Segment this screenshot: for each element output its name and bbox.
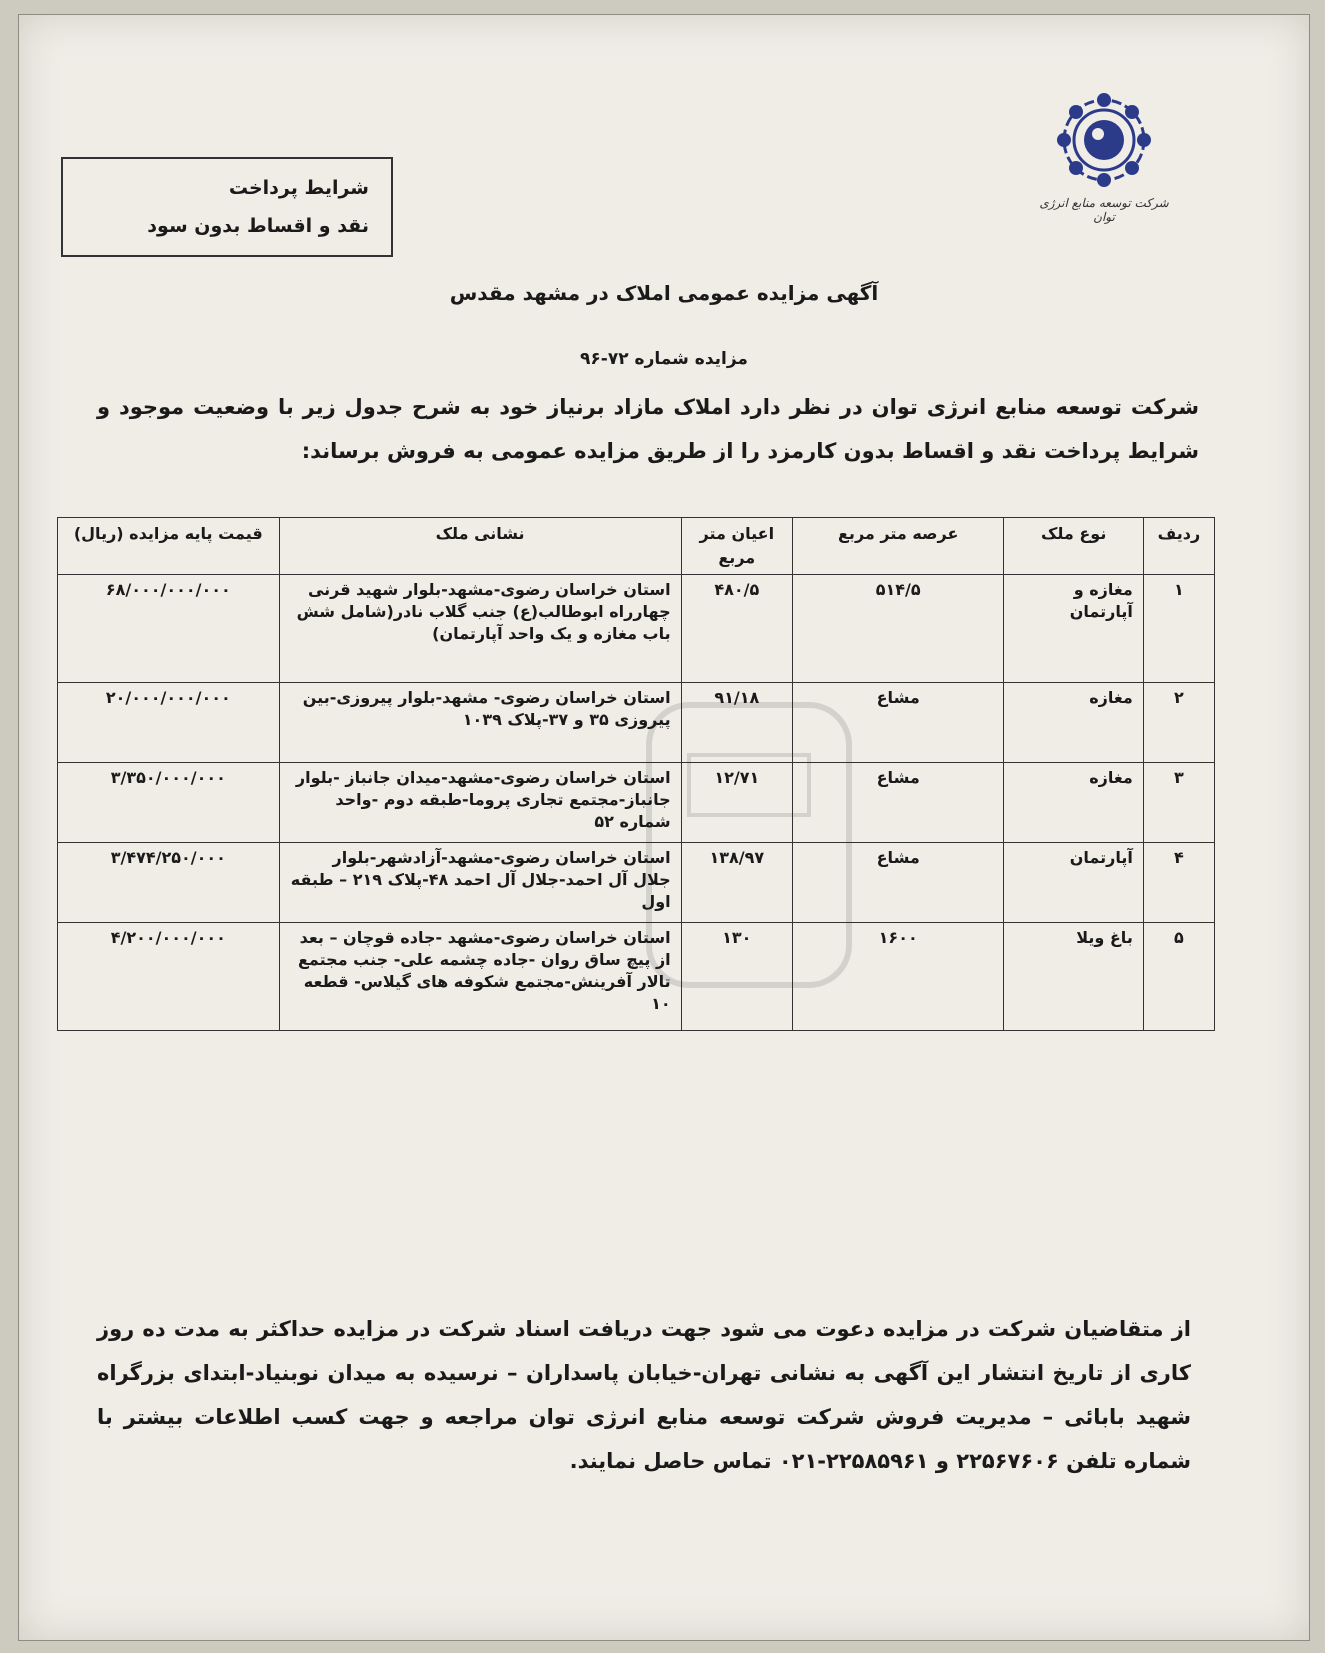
table-row <box>58 683 1215 763</box>
cell-price: ۶۸/۰۰۰/۰۰۰/۰۰۰ <box>58 575 280 683</box>
cell-building: ۱۳۰ <box>681 923 792 1031</box>
cell-address: استان خراسان رضوی-مشهد-بلوار شهید قرنی چهارراه ابوطالب(ع) جنب گلاب نادر(شامل شش باب مغازه و یک واحد آپارتمان) <box>279 575 681 683</box>
cell-row-number: ۲ <box>1143 683 1214 763</box>
table-row <box>58 843 1215 923</box>
payment-subtitle: نقد و اقساط بدون سود <box>147 215 369 237</box>
cell-address: استان خراسان رضوی-مشهد-آزادشهر-بلوار جلال آل احمد-جلال آل احمد ۴۸-پلاک ۲۱۹ – طبقه اول <box>279 843 681 923</box>
payment-title: شرایط پرداخت <box>228 177 369 199</box>
company-name: شرکت توسعه منابع انرژی توان <box>1039 196 1169 224</box>
cell-price: ۳/۴۷۴/۲۵۰/۰۰۰ <box>58 843 280 923</box>
table-row <box>58 575 1215 683</box>
cell-building: ۴۸۰/۵ <box>681 575 792 683</box>
cell-building: ۱۲/۷۱ <box>681 763 792 843</box>
intro-paragraph: شرکت توسعه منابع انرژی توان در نظر دارد املاک مازاد برنیاز خود به شرح جدول زیر با وضعیت موجود و شرایط پرداخت نقد و اقساط بدون کارمزد را از طریق مزایده عمومی به فروش برساند: <box>97 395 1199 463</box>
cell-land: ۵۱۴/۵ <box>792 575 1004 683</box>
cell-row-number: ۵ <box>1143 923 1214 1031</box>
header-row-number: ردیف <box>1143 518 1214 575</box>
table-header-row <box>58 518 1215 575</box>
cell-building: ۹۱/۱۸ <box>681 683 792 763</box>
properties-table <box>57 517 1215 1031</box>
cell-price: ۲۰/۰۰۰/۰۰۰/۰۰۰ <box>58 683 280 763</box>
cell-address: استان خراسان رضوی- مشهد-بلوار پیروزی-بین پیروزی ۳۵ و ۳۷-پلاک ۱۰۳۹ <box>279 683 681 763</box>
cell-type: مغازه <box>1004 763 1143 843</box>
header-type: نوع ملک <box>1004 518 1143 575</box>
cell-row-number: ۴ <box>1143 843 1214 923</box>
table-row <box>58 923 1215 1031</box>
auction-number: مزایده شماره ۷۲-۹۶ <box>580 349 748 369</box>
header-land: عرصه متر مربع <box>792 518 1004 575</box>
payment-conditions-box <box>61 157 393 257</box>
cell-address: استان خراسان رضوی-مشهد-میدان جانباز -بلوار جانباز-مجتمع تجاری پروما-طبقه دوم -واحد شماره ۵۲ <box>279 763 681 843</box>
cell-type: مغازه <box>1004 683 1143 763</box>
page-title: آگهی مزایده عمومی املاک در مشهد مقدس <box>449 281 879 305</box>
cell-type: مغازه و آپارتمان <box>1004 575 1143 683</box>
cell-land: مشاع <box>792 683 1004 763</box>
cell-land: مشاع <box>792 763 1004 843</box>
cell-row-number: ۱ <box>1143 575 1214 683</box>
footer-paragraph: از متقاضیان شرکت در مزایده دعوت می شود جهت دریافت اسناد شرکت در مزایده حداکثر به مدت ده روز کاری از تاریخ انتشار این آگهی به نشانی تهران-خیابان پاسداران – نرسیده به میدان نوبنیاد-ابتدای بزرگراه شهید بابائی – مدیریت فروش شرکت توسعه منابع انرژی توان مراجعه و جهت کسب اطلاعات بیشتر با شماره تلفن ۲۲۵۶۷۶۰۶ و ۲۲۵۸۵۹۶۱-۰۲۱ تماس حاصل نمایند. <box>97 1317 1191 1473</box>
cell-row-number: ۳ <box>1143 763 1214 843</box>
flower-logo-icon <box>1049 90 1159 190</box>
header-price: قیمت پایه مزایده (ریال) <box>58 518 280 575</box>
cell-address: استان خراسان رضوی-مشهد -جاده قوچان – بعد از پیچ ساق روان -جاده چشمه علی- جنب مجتمع تالار آفرینش-مجتمع شکوفه های گیلاس- قطعه ۱۰ <box>279 923 681 1031</box>
header-address: نشانی ملک <box>279 518 681 575</box>
cell-building: ۱۳۸/۹۷ <box>681 843 792 923</box>
cell-type: باغ ویلا <box>1004 923 1143 1031</box>
table-row <box>58 763 1215 843</box>
document-page <box>18 14 1310 1641</box>
company-logo <box>1039 90 1169 224</box>
cell-type: آپارتمان <box>1004 843 1143 923</box>
cell-price: ۳/۳۵۰/۰۰۰/۰۰۰ <box>58 763 280 843</box>
header-building: اعیان متر مربع <box>681 518 792 575</box>
cell-land: ۱۶۰۰ <box>792 923 1004 1031</box>
cell-land: مشاع <box>792 843 1004 923</box>
cell-price: ۴/۲۰۰/۰۰۰/۰۰۰ <box>58 923 280 1031</box>
